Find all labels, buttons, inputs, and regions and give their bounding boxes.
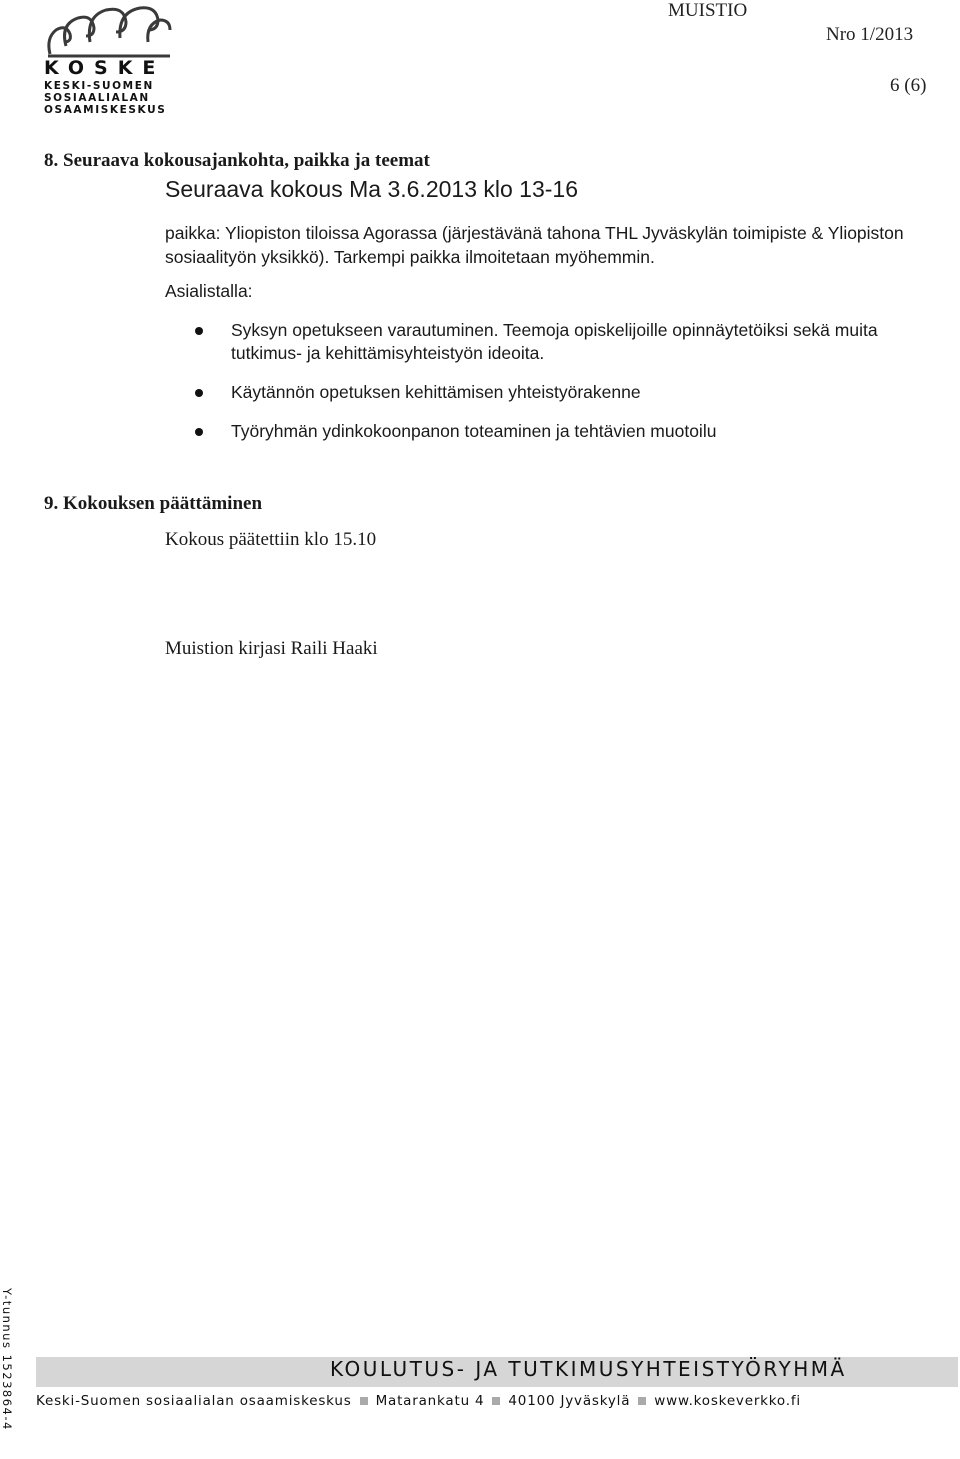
section-9-heading: 9. Kokouksen päättäminen: [44, 493, 263, 514]
closing-time: Kokous päätettiin klo 15.10: [165, 529, 377, 550]
document-type: MUISTIO: [668, 0, 748, 21]
business-id-vertical: [0, 1288, 16, 1458]
agenda-item-text: Työryhmän ydinkokoonpanon toteaminen ja tehtävien muotoilu: [231, 421, 717, 441]
agenda-item: [195, 319, 915, 365]
footer-organization: Keski-Suomen sosiaalialan osaamiskeskus: [36, 1393, 352, 1409]
minutes-signature: Muistion kirjasi Raili Haaki: [165, 638, 378, 659]
page-number: 6 (6): [890, 75, 927, 96]
footer-title: KOULUTUS- JA TUTKIMUSYHTEISTYÖRYHMÄ: [330, 1357, 847, 1381]
footer-address: Matarankatu 4: [375, 1393, 485, 1409]
separator-square-icon: [360, 1397, 368, 1405]
agenda-item-text: Syksyn opetukseen varautuminen. Teemoja opiskelijoille opinnäytetöiksi sekä muita tutkimus- ja kehittämisyhteistyön ideoita.: [231, 320, 878, 363]
section-8-heading: 8. Seuraava kokousajankohta, paikka ja teemat: [44, 150, 430, 171]
business-id-text: Y-tunnus 1523864-4: [0, 1288, 14, 1431]
document-number: Nro 1/2013: [826, 24, 914, 45]
footer-city: 40100 Jyväskylä: [508, 1393, 631, 1409]
koske-logo-icon: [44, 2, 174, 60]
logo-line-1: KESKI-SUOMEN: [44, 80, 154, 92]
bullet-icon: [195, 389, 203, 397]
logo-wordmark: KOSKE: [44, 57, 166, 79]
separator-square-icon: [492, 1397, 500, 1405]
bullet-icon: [195, 327, 203, 335]
agenda-list: [195, 319, 915, 459]
agenda-item: [195, 381, 915, 404]
separator-square-icon: [638, 1397, 646, 1405]
footer-website[interactable]: www.koskeverkko.fi: [654, 1393, 801, 1409]
agenda-label: Asialistalla:: [165, 281, 253, 301]
bullet-icon: [195, 428, 203, 436]
agenda-item-text: Käytännön opetuksen kehittämisen yhteistyörakenne: [231, 382, 641, 402]
logo-line-2: SOSIAALIALAN: [44, 92, 150, 104]
footer-contact-line: [36, 1393, 801, 1409]
logo-line-3: OSAAMISKESKUS: [44, 104, 167, 116]
next-meeting-date: Seuraava kokous Ma 3.6.2013 klo 13-16: [165, 176, 578, 202]
agenda-item: [195, 420, 915, 443]
meeting-place: paikka: Yliopiston tiloissa Agorassa (järjestävänä tahona THL Jyväskylän toimipiste & Yliopiston sosiaalityön yksikkö). Tarkempi paikka ilmoitetaan myöhemmin.: [165, 223, 904, 267]
